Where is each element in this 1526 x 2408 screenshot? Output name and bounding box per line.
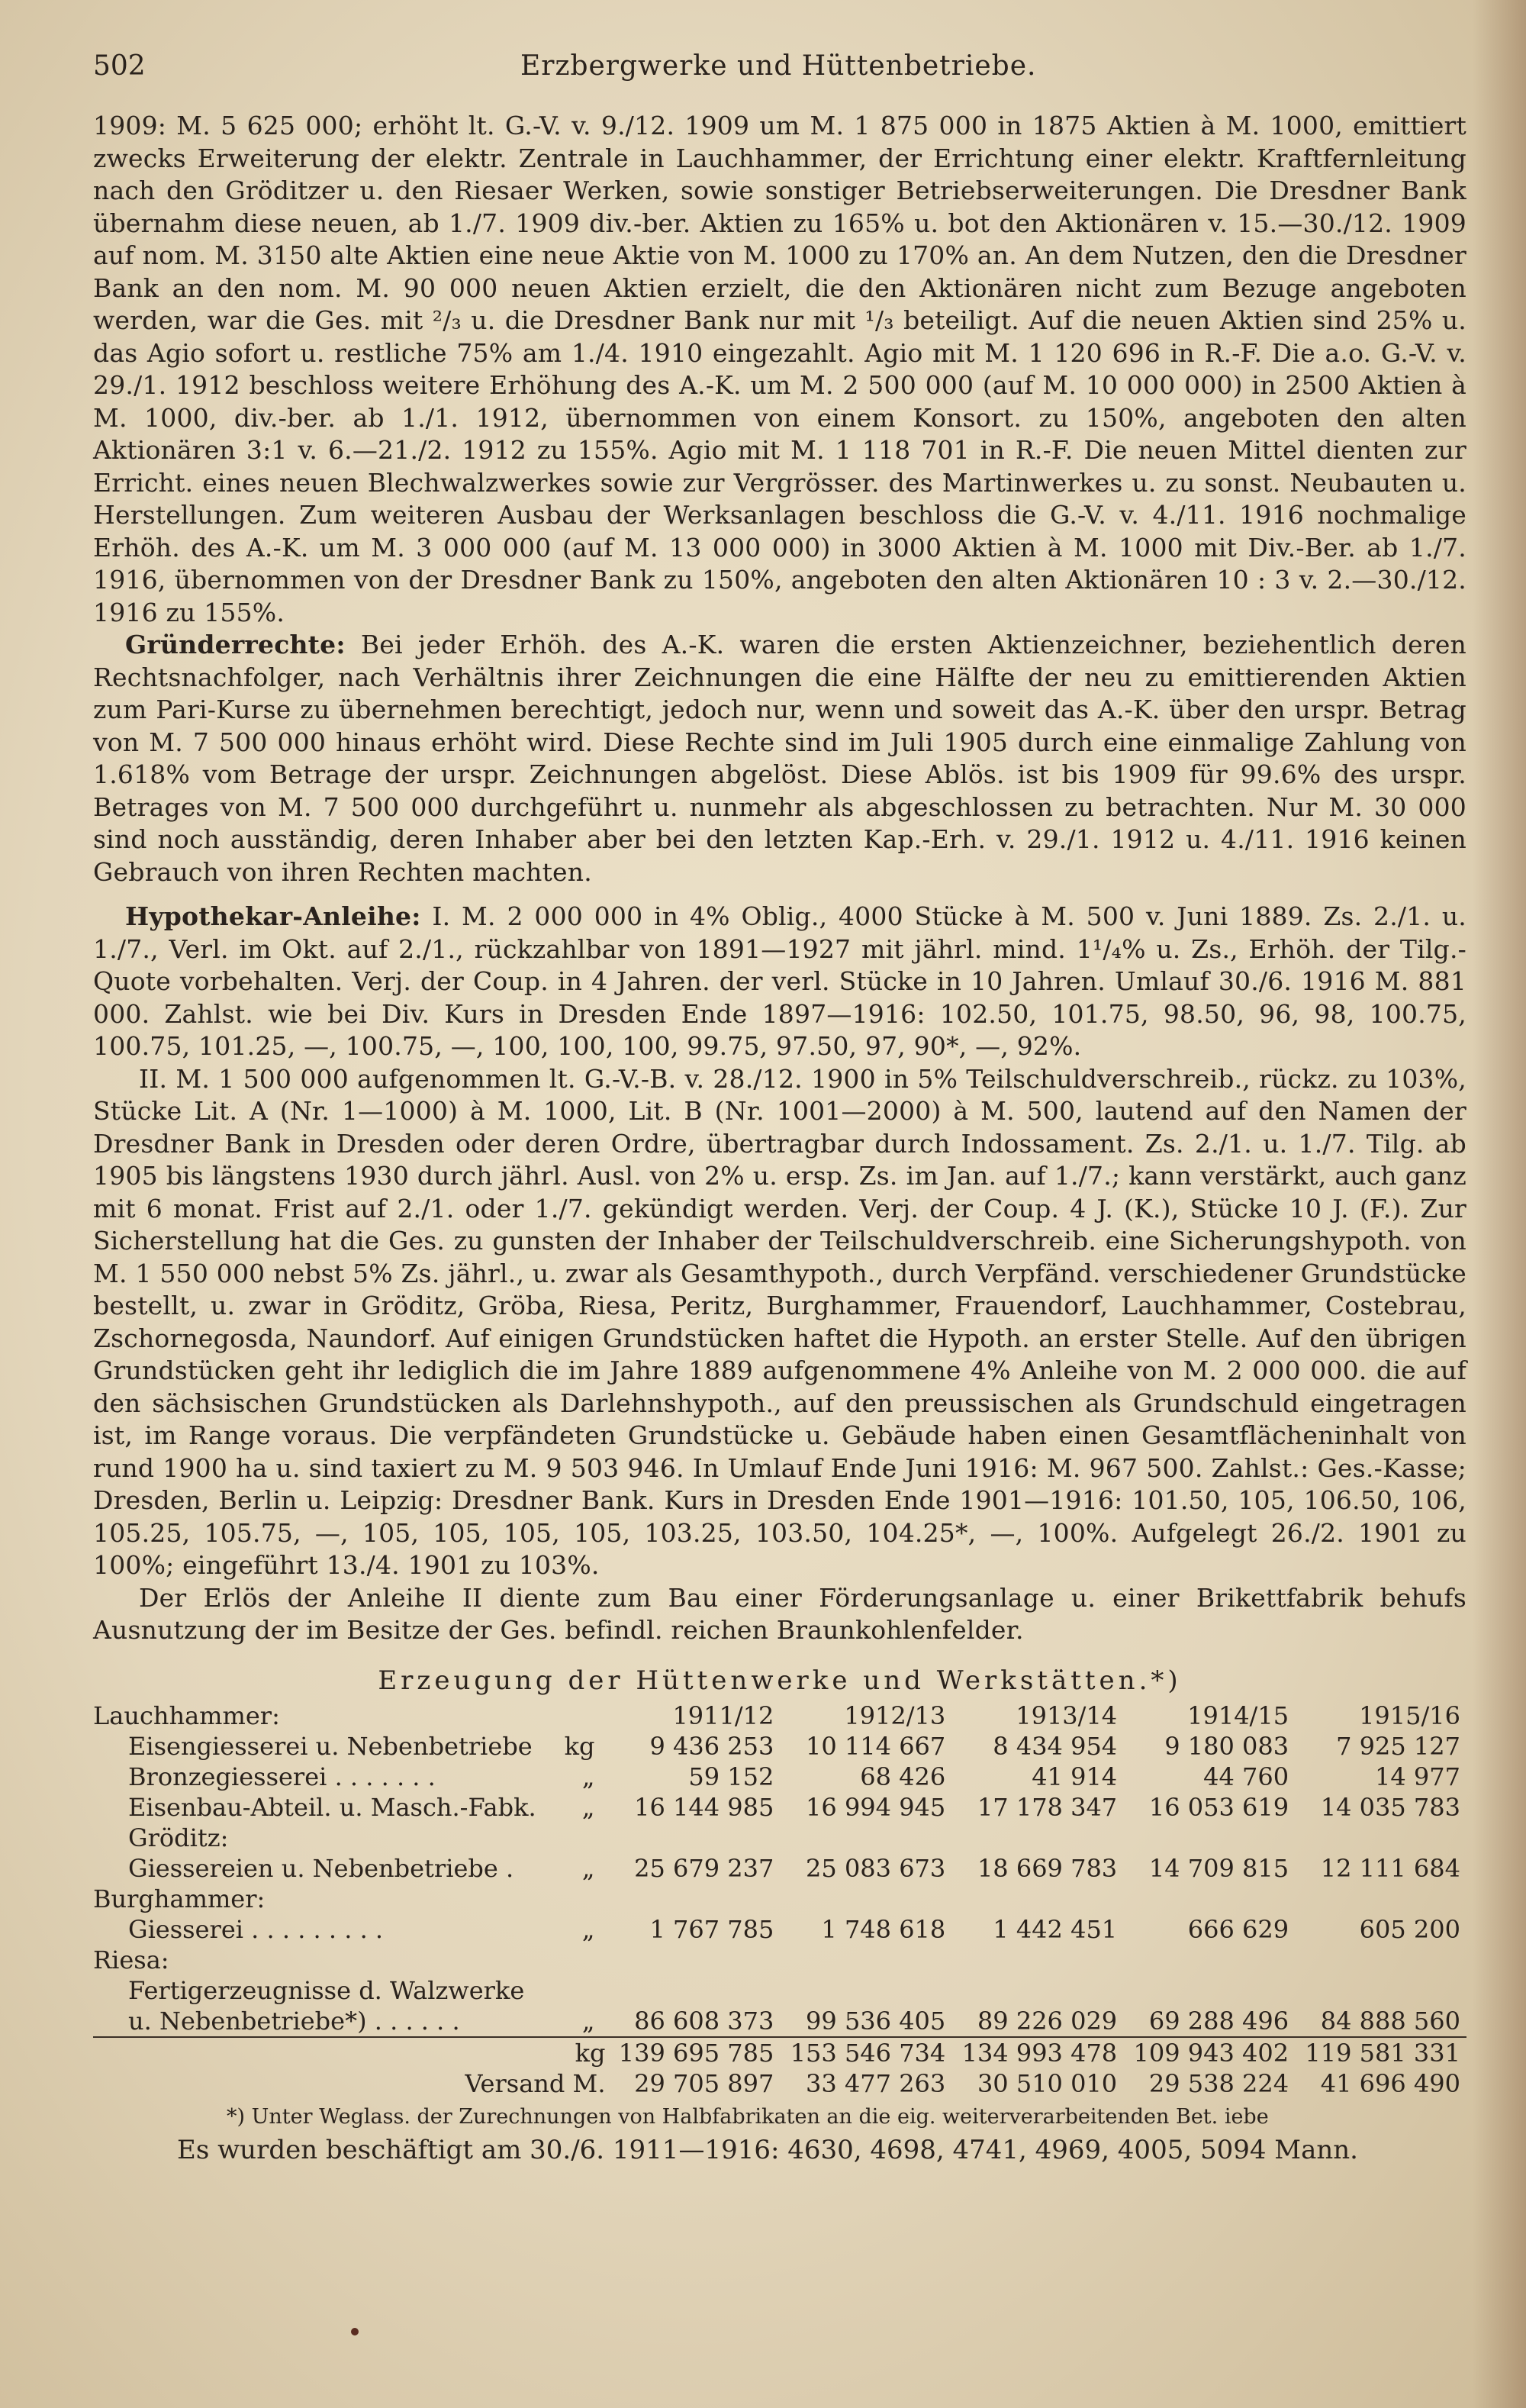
table-cell: 8 434 954 <box>993 1731 1118 1761</box>
table-cell <box>608 1975 780 2006</box>
total-unit: kg <box>575 2038 606 2068</box>
table-cell <box>1295 1975 1466 2006</box>
table-cell <box>608 1823 780 1853</box>
founders-text: Bei jeder Erhöh. des A.-K. waren die ersten Aktienzeichner, beziehentlich deren Rechtsnachfolger, nach Verhältnis ihrer Zeichnungen die eine Hälfte der neu zu emittierenden Aktien zum Pari-Kurse zu übernehmen berechtigt, jedoch nur, wenn und soweit das A.-K. über den urspr. Betrag von M. 7 500 000 hinaus erhöht wird. Diese Rechte sind im Juli 1905 durch eine einmalige Zahlung von 1.618% vom Betrage der urspr. Zeichnungen abgelöst. Diese Ablös. ist bis 1909 für 99.6% des urspr. Betrages von M. 7 500 000 durchgeführt u. nunmehr als abgeschlossen zu betrachten. Nur M. 30 000 sind noch ausständig, deren Inhaber aber bei den letzten Kap.-Erh. v. 29./1. 1912 u. 4./11. 1916 keinen Gebrauch von ihren Rechten machten. <box>93 630 1466 887</box>
table-cell: 86 608 373 <box>608 2006 780 2037</box>
row-label-text: Fertigerzeugnisse d. Walzwerke <box>128 1975 525 2005</box>
table-cell: 16 053 619 <box>1148 1792 1289 1822</box>
table-cell: 18 669 783 <box>977 1853 1118 1883</box>
table-cell <box>1295 1884 1466 1914</box>
table-row-label: Lauchhammer: <box>93 1700 280 1730</box>
table-cell: 16 994 945 <box>806 1792 946 1822</box>
table-row <box>93 1762 1466 1792</box>
mortgage-text: I. M. 2 000 000 in 4% Oblig., 4000 Stücke à M. 500 v. Juni 1889. Zs. 2./1. u. 1./7., Verl. im Okt. auf 2./1., rückzahlbar von 1891—1927 mit jährl. mind. 1¹/₄% u. Zs., Erhöh. der Tilg.-Quote vorbehalten. Verj. der Coup. in 4 Jahren. der verl. Stücke in 10 Jahren. Umlauf 30./6. 1916 M. 881 000. Zahlst. wie bei Div. Kurs in Dresden Ende 1897—1916: 102.50, 101.75, 98.50, 96, 98, 100.75, 100.75, 101.25, —, 100.75, —, 100, 100, 100, 99.75, 97.50, 97, 90*, —, 92%. <box>93 901 1466 1061</box>
founders-label: Gründerrechte: <box>125 630 346 659</box>
row-label-text: Giessereien u. Nebenbetriebe . <box>128 1853 514 1883</box>
shipped-label: Versand M. <box>465 2068 606 2098</box>
table-cell: 41 914 <box>1032 1762 1118 1791</box>
table-cell: 16 144 985 <box>634 1792 774 1822</box>
table-cell: 10 114 667 <box>806 1731 946 1761</box>
row-label-text: Eisenbau-Abteil. u. Masch.-Fabk. <box>128 1792 536 1822</box>
table-cell: 605 200 <box>1359 1914 1460 1944</box>
table-cell: 99 536 405 <box>780 2006 951 2037</box>
total-row <box>93 2037 1466 2068</box>
table-row <box>93 1945 1466 1975</box>
row-unit: „ <box>581 1914 595 1944</box>
row-unit: kg <box>564 1731 595 1761</box>
table-row <box>93 2006 1466 2037</box>
year-header: 1912/13 <box>844 1700 946 1730</box>
table-cell: 1 767 785 <box>649 1914 774 1944</box>
row-label-text: Burghammer: <box>93 1884 266 1913</box>
ink-spot <box>351 2328 359 2335</box>
table-cell: 9 180 083 <box>1164 1731 1289 1761</box>
table-row-label <box>93 1914 608 1945</box>
row-label-text: Bronzegiesserei . . . . . . . <box>128 1762 436 1791</box>
shipped-row <box>93 2068 1466 2099</box>
table-cell <box>780 1945 951 1975</box>
row-label-text: Riesa: <box>93 1945 169 1974</box>
year-header: 1913/14 <box>1016 1700 1118 1730</box>
row-label-text: u. Nebenbetriebe*) . . . . . . <box>128 2006 460 2036</box>
table-cell: 89 226 029 <box>951 2006 1123 2037</box>
total-cell: 119 581 331 <box>1305 2038 1460 2068</box>
table-cell <box>1123 1975 1295 2006</box>
mortgage-label: Hypothekar-Anleihe: <box>125 901 421 931</box>
table-cell <box>780 1884 951 1914</box>
table-row-label <box>93 1884 608 1914</box>
row-unit: „ <box>581 1853 595 1883</box>
table-cell: 14 977 <box>1375 1762 1460 1791</box>
page-content <box>93 44 1466 2168</box>
row-unit: „ <box>581 2006 595 2036</box>
production-caption: Erzeugung der Hüttenwerke und Werkstätten.*) <box>378 1665 1182 1696</box>
table-cell: 666 629 <box>1187 1914 1289 1944</box>
running-header <box>93 44 1466 90</box>
table-cell: 17 178 347 <box>977 1792 1118 1822</box>
table-cell: 25 679 237 <box>634 1853 774 1883</box>
table-cell <box>951 1823 1123 1853</box>
page-edge-shadow <box>1473 0 1526 2408</box>
table-cell <box>951 1884 1123 1914</box>
total-cell: 153 546 734 <box>790 2038 946 2068</box>
table-row-label <box>93 1853 608 1884</box>
table-row-label <box>93 1731 608 1762</box>
table-cell <box>608 1884 780 1914</box>
table-row-label <box>93 1792 608 1823</box>
table-row <box>93 1731 1466 1762</box>
table-cell: 1 748 618 <box>821 1914 946 1944</box>
table-cell <box>780 1823 951 1853</box>
body-text <box>93 110 1466 1647</box>
year-header: 1914/15 <box>1187 1700 1289 1730</box>
table-cell: 9 436 253 <box>649 1731 774 1761</box>
table-row <box>93 1884 1466 1914</box>
total-cell: 134 993 478 <box>961 2038 1118 2068</box>
capital-paragraph: 1909: M. 5 625 000; erhöht lt. G.-V. v. 9./12. 1909 um M. 1 875 000 in 1875 Aktien à M. 1000, emittiert zwecks Erweiterung der elektr. Zentrale in Lauchhammer, der Errichtung einer elektr. Kraftfernleitung nach den Gröditzer u. den Riesaer Werken, sowie sonstiger Betriebserweiterungen. Die Dresdner Bank übernahm diese neuen, ab 1./7. 1909 div.-ber. Aktien zu 165% u. bot den Aktionären v. 15.—30./12. 1909 auf nom. M. 3150 alte Aktien eine neue Aktie von M. 1000 zu 170% an. An dem Nutzen, den die Dresdner Bank an den nom. M. 90 000 neuen Aktien erzielt, die den Aktionären nicht zum Bezuge angeboten werden, war die Ges. mit ²/₃ u. die Dresdner Bank nur mit ¹/₃ beteiligt. Auf die neuen Aktien sind 25% u. das Agio sofort u. restliche 75% am 1./4. 1910 eingezahlt. Agio mit M. 1 120 696 in R.-F. Die a.o. G.-V. v. 29./1. 1912 beschloss weitere Erhöhung des A.-K. um M. 2 500 000 (auf M. 10 000 000) in 2500 Aktien à M. 1000, div.-ber. ab 1./1. 1912, übernommen von einem Konsort. zu 150%, angeboten den alten Aktionären 3:1 v. 6.—21./2. 1912 zu 155%. Agio mit M. 1 118 701 in R.-F. Die neuen Mittel dienten zur Erricht. eines neuen Blechwalzwerkes sowie zur Vergrösser. des Martinwerkes u. zu sonst. Neubauten u. Herstellungen. Zum weiteren Ausbau der Werksanlagen beschloss die G.-V. v. 4./11. 1916 nochmalige Erhöh. des A.-K. um M. 3 000 000 (auf M. 13 000 000) in 3000 Aktien à M. 1000 mit Div.-Ber. ab 1./7. 1916, übernommen von der Dresdner Bank zu 150%, angeboten den alten Aktionären 10 : 3 v. 2.—30./12. 1916 zu 155%. <box>93 111 1466 627</box>
table-row <box>93 1914 1466 1945</box>
total-cell: 139 695 785 <box>618 2038 774 2068</box>
table-cell: 69 288 496 <box>1123 2006 1295 2037</box>
year-header: 1915/16 <box>1359 1700 1460 1730</box>
shipped-cell: 41 696 490 <box>1320 2068 1460 2098</box>
table-cell <box>1123 1884 1295 1914</box>
row-label-text: Eisengiesserei u. Nebenbetriebe <box>128 1731 533 1761</box>
table-cell: 7 925 127 <box>1336 1731 1460 1761</box>
row-label-text: Giesserei . . . . . . . . . <box>128 1914 384 1944</box>
table-cell <box>1295 1945 1466 1975</box>
table-cell: 44 760 <box>1203 1762 1289 1791</box>
table-cell <box>1123 1823 1295 1853</box>
table-row <box>93 1853 1466 1884</box>
year-header: 1911/12 <box>672 1700 774 1730</box>
shipped-cell: 30 510 010 <box>977 2068 1118 2098</box>
table-cell <box>780 1975 951 2006</box>
table-cell: 1 442 451 <box>993 1914 1118 1944</box>
table-cell: 14 709 815 <box>1148 1853 1289 1883</box>
loan2-paragraph: II. M. 1 500 000 aufgenommen lt. G.-V.-B. v. 28./12. 1900 in 5% Teilschuldverschreib., rückz. zu 103%, Stücke Lit. A (Nr. 1—1000) à M. 1000, Lit. B (Nr. 1001—2000) à M. 500, lautend auf den Namen der Dresdner Bank in Dresden oder deren Ordre, übertragbar durch Indossament. Zs. 2./1. u. 1./7. Tilg. ab 1905 bis längstens 1930 durch jährl. Ausl. von 2% u. ersp. Zs. im Jan. auf 1./7.; kann verstärkt, auch ganz mit 6 monat. Frist auf 2./1. oder 1./7. gekündigt werden. Verj. der Coup. 4 J. (K.), Stücke 10 J. (F.). Zur Sicherstellung hat die Ges. zu gunsten der Inhaber der Teilschuldverschreib. eine Sicherungshypoth. von M. 1 550 000 nebst 5% Zs. jährl., u. zwar als Gesamthypoth., durch Verpfänd. verschiedener Grundstücke bestellt, u. zwar in Gröditz, Gröba, Riesa, Peritz, Burghammer, Frauendorf, Lauchhammer, Costebrau, Zschornegosda, Naundorf. Auf einigen Grundstücken haftet die Hypoth. an erster Stelle. Auf den übrigen Grundstücken geht ihr lediglich die im Jahre 1889 aufgenommene 4% Anleihe von M. 2 000 000. die auf den sächsischen Grundstücken als Darlehnshypoth., auf den preussischen als Grundschuld eingetragen ist, im Range voraus. Die verpfändeten Grundstücke u. Gebäude haben einen Gesamtflächeninhalt von rund 1900 ha u. sind taxiert zu M. 9 503 946. In Umlauf Ende Juni 1916: M. 967 500. Zahlst.: Ges.-Kasse; Dresden, Berlin u. Leipzig: Dresdner Bank. Kurs in Dresden Ende 1901—1916: 101.50, 105, 106.50, 106, 105.25, 105.75, —, 105, 105, 105, 105, 103.25, 103.50, 104.25*, —, 100%. Aufgelegt 26./2. 1901 zu 100%; eingeführt 13./4. 1901 zu 103%. <box>93 1063 1466 1580</box>
table-cell <box>1123 1945 1295 1975</box>
table-footnote: *) Unter Weglass. der Zurechnungen von Halbfabrikaten an die eig. weiterverarbeitenden Bet. iebe <box>227 2104 1269 2129</box>
table-cell: 84 888 560 <box>1295 2006 1466 2037</box>
table-row <box>93 1975 1466 2006</box>
row-unit: „ <box>581 1792 595 1822</box>
table-cell: 25 083 673 <box>806 1853 946 1883</box>
page-number: 502 <box>93 50 146 82</box>
running-title: Erzbergwerke und Hüttenbetriebe. <box>520 50 1037 82</box>
table-row <box>93 1823 1466 1853</box>
founders-paragraph <box>93 629 1466 888</box>
table-row-label <box>93 2006 608 2037</box>
table-cell: 68 426 <box>860 1762 946 1791</box>
table-header-row <box>93 1700 1466 1731</box>
table-cell <box>608 1945 780 1975</box>
row-label-text: Gröditz: <box>128 1823 229 1852</box>
table-row-label <box>93 1762 608 1792</box>
table-row-label <box>93 1823 608 1853</box>
table-cell <box>951 1975 1123 2006</box>
total-cell: 109 943 402 <box>1133 2038 1289 2068</box>
proceeds-paragraph: Der Erlös der Anleihe II diente zum Bau einer Förderungsanlage u. einer Brikettfabrik behufs Ausnutzung der im Besitze der Ges. befindl. reichen Braunkohlenfelder. <box>93 1582 1466 1645</box>
table-row-label <box>93 1945 608 1975</box>
shipped-cell: 29 538 224 <box>1148 2068 1289 2098</box>
production-table <box>93 1700 1466 2099</box>
row-unit: „ <box>581 1762 595 1791</box>
shipped-cell: 33 477 263 <box>806 2068 946 2098</box>
table-cell <box>1295 1823 1466 1853</box>
shipped-cell: 29 705 897 <box>634 2068 774 2098</box>
table-cell: 12 111 684 <box>1320 1853 1460 1883</box>
table-cell <box>951 1945 1123 1975</box>
employees-line: Es wurden beschäftigt am 30./6. 1911—1916: 4630, 4698, 4741, 4969, 4005, 5094 Mann. <box>177 2134 1358 2165</box>
table-row-label <box>93 1975 608 2006</box>
table-cell: 59 152 <box>688 1762 774 1791</box>
table-row <box>93 1792 1466 1823</box>
mortgage-paragraph <box>93 901 1466 1063</box>
table-cell: 14 035 783 <box>1320 1792 1460 1822</box>
